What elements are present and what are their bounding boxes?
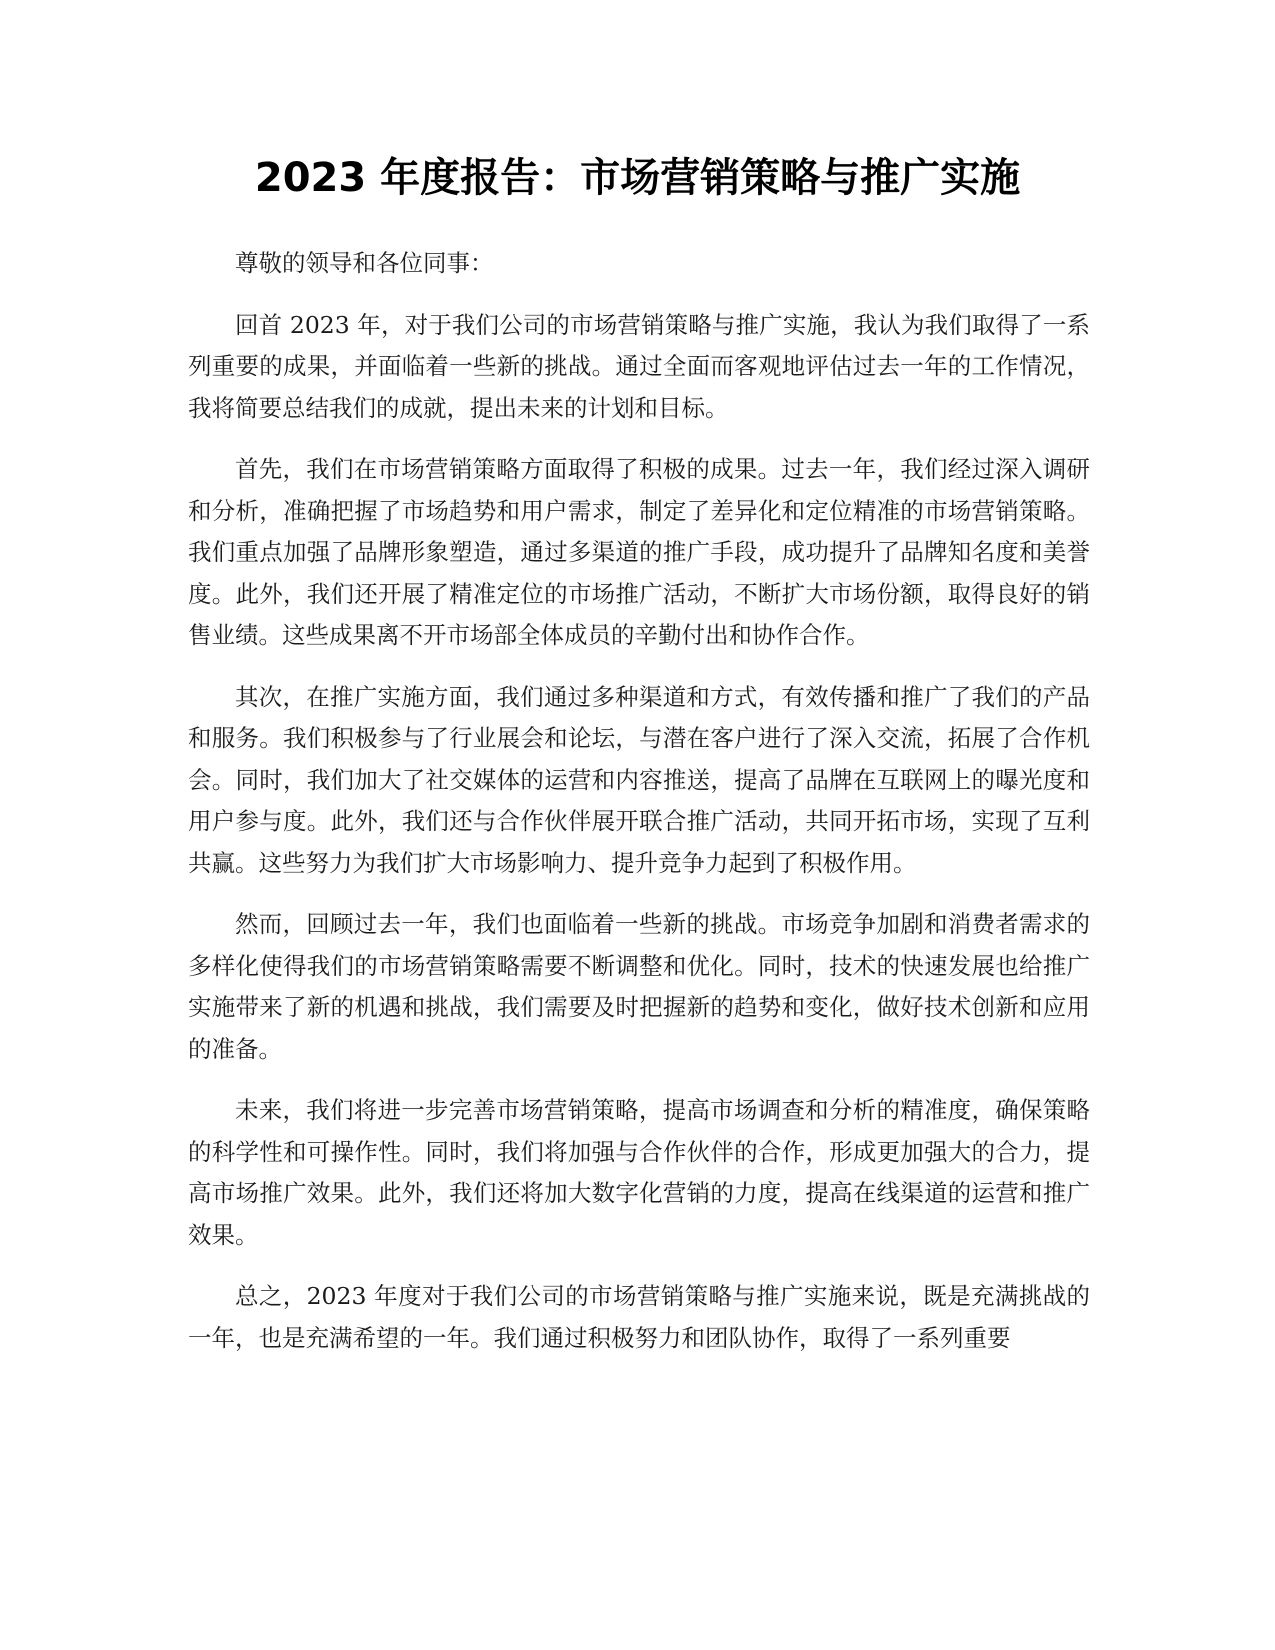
page-title: 2023 年度报告：市场营销策略与推广实施 <box>254 155 1021 201</box>
paragraph-promotion: 其次，在推广实施方面，我们通过多种渠道和方式，有效传播和推广了我们的产品和服务。我们积极参与了行业展会和论坛，与潜在客户进行了深入交流，拓展了合作机会。同时，我们加大了社交媒体的运营和内容推送，提高了品牌在互联网上的曝光度和用户参与度。此外，我们还与合作伙伴展开联合推广活动，共同开拓市场，实现了互利共赢。这些努力为我们扩大市场影响力、提升竞争力起到了积极作用。 <box>188 682 1090 877</box>
paragraph-strategy: 首先，我们在市场营销策略方面取得了积极的成果。过去一年，我们经过深入调研和分析，准确把握了市场趋势和用户需求，制定了差异化和定位精准的市场营销策略。我们重点加强了品牌形象塑造，通过多渠道的推广手段，成功提升了品牌知名度和美誉度。此外，我们还开展了精准定位的市场推广活动，不断扩大市场份额，取得良好的销售业绩。这些成果离不开市场部全体成员的辛勤付出和协作合作。 <box>188 455 1090 649</box>
paragraph-review: 回首 2023 年，对于我们公司的市场营销策略与推广实施，我认为我们取得了一系列重要的成果，并面临着一些新的挑战。通过全面而客观地评估过去一年的工作情况，我将简要总结我们的成就，提出未来的计划和目标。 <box>188 310 1090 422</box>
salutation: 尊敬的领导和各位同事： <box>235 249 494 277</box>
document-body <box>188 243 1090 1379</box>
paragraph-conclusion: 总之，2023 年度对于我们公司的市场营销策略与推广实施来说，既是充满挑战的一年，也是充满希望的一年。我们通过积极努力和团队协作，取得了一系列重要 <box>188 1282 1090 1352</box>
paragraph-challenges: 然而，回顾过去一年，我们也面临着一些新的挑战。市场竞争加剧和消费者需求的多样化使得我们的市场营销策略需要不断调整和优化。同时，技术的快速发展也给推广实施带来了新的机遇和挑战，我们需要及时把握新的趋势和变化，做好技术创新和应用的准备。 <box>188 910 1090 1063</box>
paragraph-future: 未来，我们将进一步完善市场营销策略，提高市场调查和分析的精准度，确保策略的科学性和可操作性。同时，我们将加强与合作伙伴的合作，形成更加强大的合力，提高市场推广效果。此外，我们还将加大数字化营销的力度，提高在线渠道的运营和推广效果。 <box>188 1096 1090 1249</box>
